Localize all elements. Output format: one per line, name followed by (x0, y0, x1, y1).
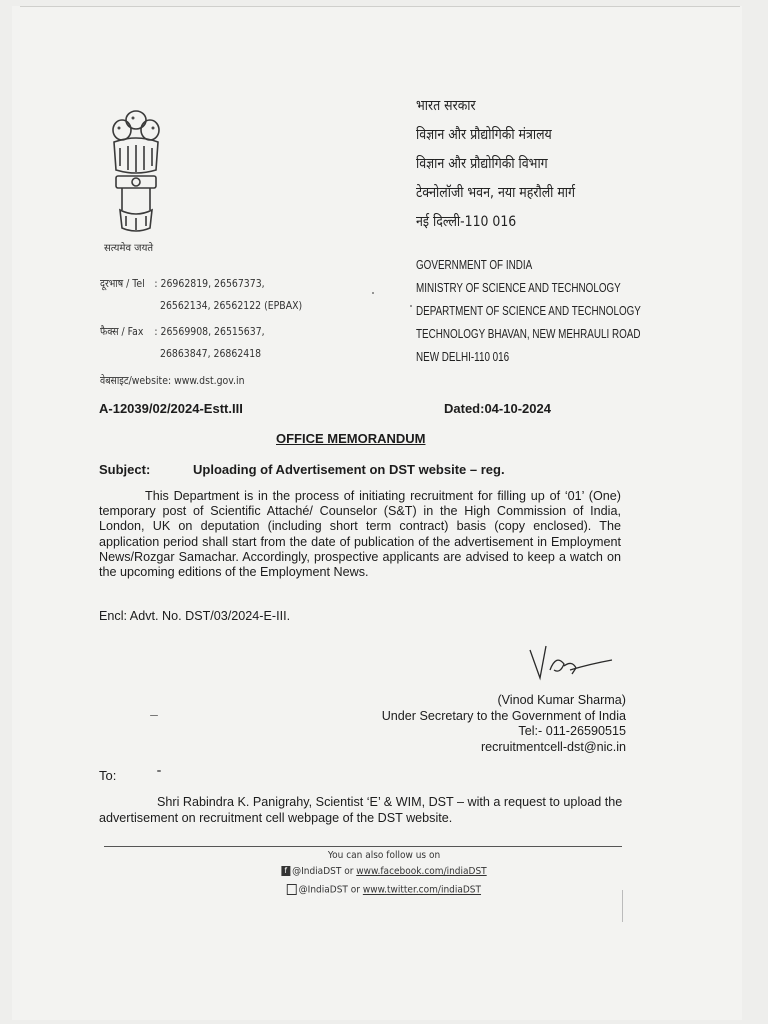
to-label: To: (99, 768, 117, 783)
fax-label: फैक्स / Fax (100, 325, 144, 338)
twitter-link[interactable]: www.twitter.com/indiaDST (362, 884, 482, 896)
scan-speck (410, 305, 412, 307)
signatory-block (330, 693, 626, 755)
english-line: GOVERNMENT OF INDIA (416, 257, 533, 272)
scan-margin-mark (622, 890, 623, 922)
footer-twitter-row (38, 884, 729, 896)
twitter-icon (287, 884, 297, 895)
facebook-link[interactable]: www.facebook.com/indiaDST (356, 866, 487, 877)
tel-row (100, 276, 265, 291)
website-label: वेबसाइट/website: (100, 374, 172, 387)
scan-speck (372, 292, 374, 294)
tel-row-2 (160, 299, 302, 312)
subject-label: Subject: (99, 462, 151, 477)
website-row (100, 373, 245, 388)
footer-facebook-row (38, 866, 729, 877)
tel-label: दूरभाष / Tel (100, 277, 145, 290)
emblem-motto: सत्यमेव जयते (104, 243, 154, 254)
footer-divider (104, 846, 622, 847)
footer-follow-text: You can also follow us on (327, 850, 441, 861)
signatory-email: recruitmentcell-dst@nic.in (480, 739, 626, 754)
hindi-line: विज्ञान और प्रौद्योगिकी विभाग (416, 156, 548, 172)
fax-row-2 (160, 347, 261, 360)
tel-value: : 26962819, 26567373, (154, 277, 265, 290)
scan-speck (150, 715, 158, 716)
handwritten-signature (520, 640, 620, 690)
letterhead-english-address (416, 253, 641, 368)
recipient-paragraph (99, 795, 623, 826)
hindi-line: विज्ञान और प्रौद्योगिकी मंत्रालय (416, 127, 552, 143)
english-line: TECHNOLOGY BHAVAN, NEW MEHRAULI ROAD (416, 326, 641, 341)
facebook-icon: f (281, 866, 290, 876)
hindi-line: भारत सरकार (416, 98, 476, 114)
facebook-handle: @IndiaDST or (292, 866, 354, 877)
english-line: DEPARTMENT OF SCIENCE AND TECHNOLOGY (416, 303, 641, 318)
memo-title: OFFICE MEMORANDUM (276, 431, 426, 446)
website-value: www.dst.gov.in (174, 374, 245, 387)
hindi-line: नई दिल्ली-110 016 (416, 214, 517, 230)
signatory-designation: Under Secretary to the Government of India (381, 708, 626, 723)
recipient-text: Shri Rabindra K. Panigrahy, Scientist ‘E’ & WIM, DST – with a request to upload the advertisement on recruitment cell webpage of the DST website. (99, 795, 623, 825)
scan-edge-line (20, 6, 740, 7)
letterhead-hindi-address (416, 92, 575, 237)
reference-number: A-12039/02/2024-Estt.III (99, 401, 243, 416)
signatory-tel: Tel:- 011-26590515 (518, 724, 626, 739)
twitter-handle: @IndiaDST or (298, 884, 360, 896)
signatory-name: (Vinod Kumar Sharma) (497, 693, 626, 707)
scan-speck (157, 770, 161, 772)
memo-body-text: This Department is in the process of initiating recruitment for filling up of ‘01’ (One) temporary post of Scientific Attaché/ Counselor (S&T) in the High Commission of India, London, UK on deputation (including short term contract) basis (copy enclosed). The application period shall start from the date of publication of the advertisement in Employment News/Rozgar Samachar. Accordingly, prospective applicants are advised to keep a watch on the upcoming editions of the Employment News. (99, 489, 621, 580)
enclosure-line: Encl: Advt. No. DST/03/2024-E-III. (99, 609, 291, 623)
hindi-line: टेक्नोलॉजी भवन, नया महरौली मार्ग (416, 185, 576, 201)
subject-text: Uploading of Advertisement on DST website – reg. (193, 462, 505, 477)
memo-body-paragraph (99, 489, 621, 580)
english-line: NEW DELHI-110 016 (416, 349, 510, 364)
tel-value-2: 26562134, 26562122 (EPBAX) (160, 299, 303, 312)
fax-value: : 26569908, 26515637, (154, 325, 265, 338)
national-emblem-icon (100, 100, 172, 260)
fax-value-2: 26863847, 26862418 (160, 347, 262, 360)
english-line: MINISTRY OF SCIENCE AND TECHNOLOGY (416, 280, 621, 295)
fax-row (100, 324, 265, 339)
memo-date: Dated:04-10-2024 (444, 401, 551, 416)
